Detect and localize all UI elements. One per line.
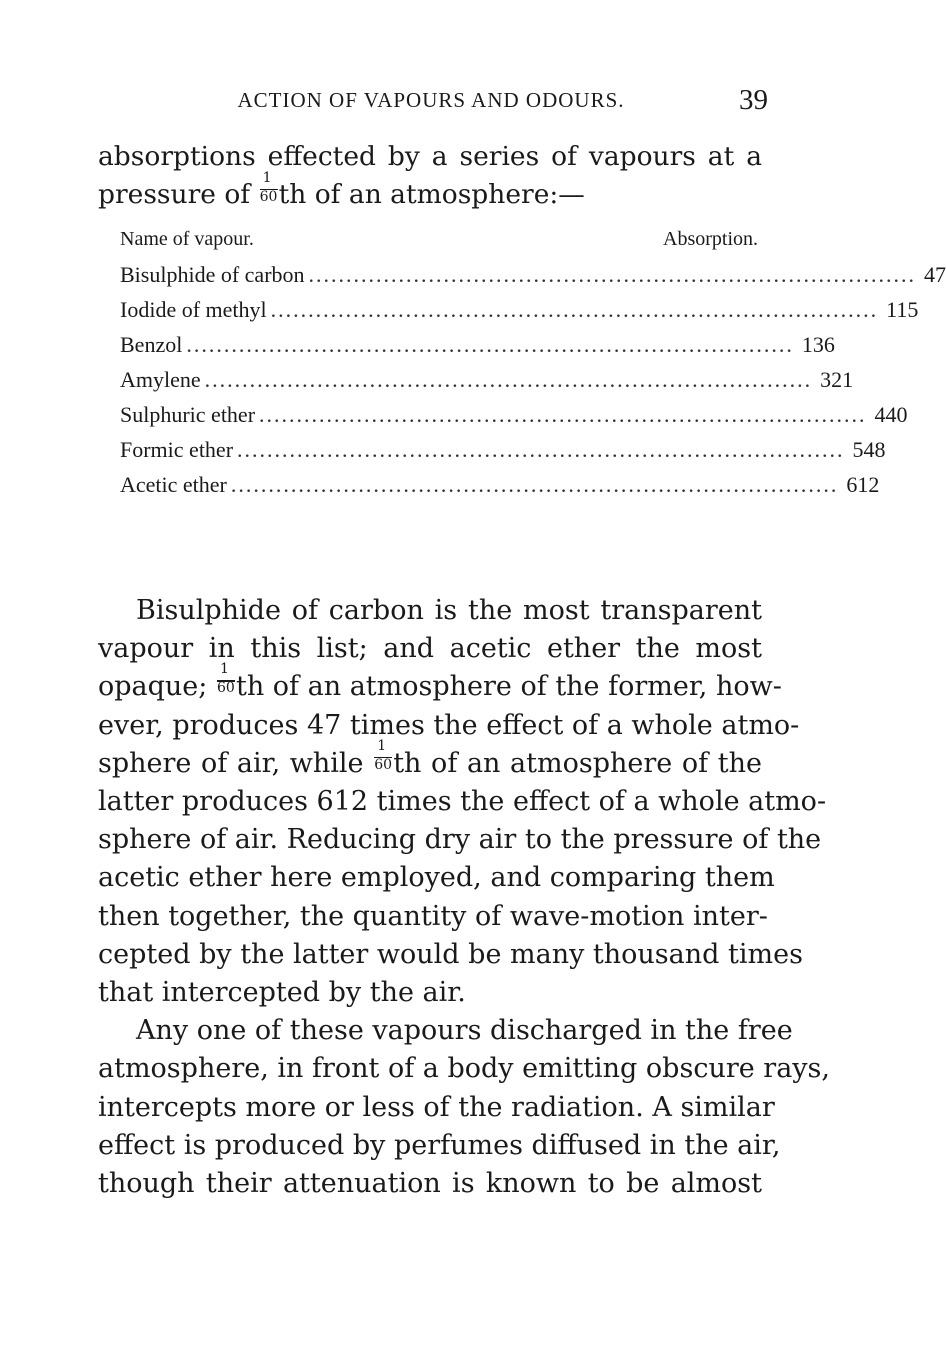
text-line: Any one of these vapours discharged in the free <box>136 1015 793 1047</box>
fraction-denominator: 60 <box>216 680 235 697</box>
dot-leader: ................................................................................. <box>204 367 813 392</box>
text-line: vapour in this list; and acetic ether the most <box>98 633 762 665</box>
fraction-numerator: 1 <box>219 661 229 678</box>
text-line <box>98 661 782 706</box>
absorption-value: 440 <box>874 402 908 427</box>
text-fragment: th of an atmosphere:— <box>278 179 585 210</box>
vapour-name: Formic ether <box>120 437 234 462</box>
dot-leader: ................................................................................. <box>270 297 879 322</box>
text-line: effect is produced by perfumes diffused in the air, <box>98 1129 781 1161</box>
body-text <box>98 592 830 1203</box>
text-fragment: pressure of <box>98 179 251 210</box>
table-row <box>120 472 880 507</box>
column-header-name: Name of vapour. <box>120 228 254 250</box>
fraction <box>259 169 279 205</box>
table-row <box>120 437 886 472</box>
fraction-numerator: 1 <box>262 169 272 186</box>
text-line: acetic ether here employed, and comparing them <box>98 862 775 894</box>
vapour-name: Amylene <box>120 367 201 392</box>
text-line: then together, the quantity of wave-motion inter- <box>98 900 768 932</box>
table-row <box>120 297 919 332</box>
text-line: though their attenuation is known to be almost <box>98 1168 762 1200</box>
text-fragment: sphere of air, while <box>98 747 364 779</box>
text-line: cepted by the latter would be many thousand times <box>98 938 803 970</box>
vapour-name: Iodide of methyl <box>120 297 267 322</box>
vapour-name: Sulphuric ether <box>120 402 256 427</box>
table-header <box>120 228 758 262</box>
text-fragment: th of an atmosphere of the former, how- <box>235 671 782 703</box>
table-row <box>120 367 854 402</box>
text-line: sphere of air. Reducing dry air to the pressure of the <box>98 824 822 856</box>
vapour-name: Benzol <box>120 332 183 357</box>
fraction-denominator: 60 <box>374 756 393 773</box>
dot-leader: ................................................................................. <box>237 437 845 462</box>
text-line: Bisulphide of carbon is the most transparent <box>136 595 762 626</box>
text-line <box>98 169 762 214</box>
intro-paragraph <box>98 138 762 214</box>
dot-leader: ................................................................................. <box>186 332 794 357</box>
text-line <box>98 737 762 783</box>
text-line: that intercepted by the air. <box>98 977 466 1009</box>
fraction <box>216 661 236 697</box>
text-fragment: opaque; <box>98 671 208 703</box>
text-fragment: th of an atmosphere of the <box>393 747 762 779</box>
text-line: atmosphere, in front of a body emitting obscure rays, <box>98 1053 830 1085</box>
vapour-name: Bisulphide of carbon <box>120 262 305 287</box>
dot-leader: ................................................................................. <box>308 262 917 287</box>
running-title: ACTION OF VAPOURS AND ODOURS. <box>237 88 625 112</box>
column-header-absorption: Absorption. <box>663 228 758 250</box>
absorption-value: 136 <box>801 332 835 357</box>
text-line: intercepts more or less of the radiation. A similar <box>98 1091 775 1123</box>
vapour-name: Acetic ether <box>120 472 227 497</box>
fraction-numerator: 1 <box>377 737 387 754</box>
fraction-denominator: 60 <box>259 188 278 205</box>
dot-leader: ................................................................................. <box>230 472 839 497</box>
table-row <box>120 332 835 367</box>
table-row <box>120 402 908 437</box>
dot-leader: ................................................................................. <box>259 402 867 427</box>
absorption-value: 548 <box>852 437 886 462</box>
fraction <box>373 737 393 773</box>
text-line: ever, produces 47 times the effect of a whole atmo- <box>98 709 800 741</box>
absorption-value: 612 <box>846 472 880 497</box>
absorption-value: 321 <box>820 367 854 392</box>
absorption-table <box>120 228 946 507</box>
absorption-value: 47 <box>924 262 946 287</box>
absorption-value: 115 <box>886 297 919 322</box>
running-head <box>96 84 766 118</box>
page-number: 39 <box>739 84 768 116</box>
text-line: latter produces 612 times the effect of a whole atmo- <box>98 786 827 818</box>
table-row <box>120 262 946 297</box>
text-line: absorptions effected by a series of vapours at a <box>98 141 762 172</box>
